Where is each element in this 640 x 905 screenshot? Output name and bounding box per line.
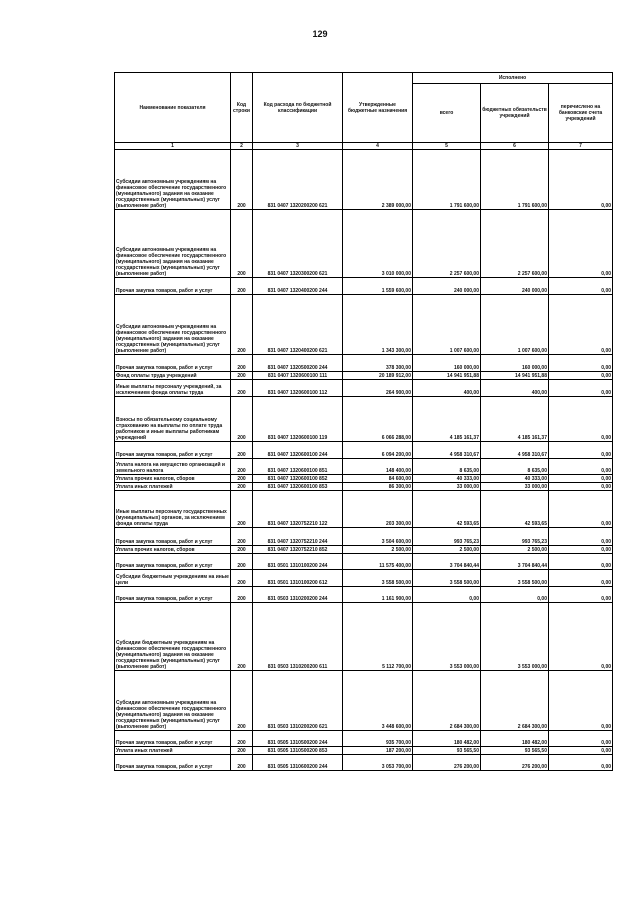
row-name: Субсидии автономным учреждениям на финансовое обеспечение государственного (муниципального) задания на оказание государственных (муниципальных) услуг (выполнение работ) [115, 150, 231, 210]
column-number: 4 [343, 143, 413, 150]
row-name: Прочая закупка товаров, работ и услуг [115, 278, 231, 295]
row-budget-obligations: 180 482,00 [481, 731, 549, 747]
row-approved: 203 300,00 [343, 491, 413, 528]
row-code: 200 [231, 755, 253, 771]
row-name: Прочая закупка товаров, работ и услуг [115, 442, 231, 459]
row-budget-obligations: 2 257 600,00 [481, 210, 549, 278]
column-number: 7 [549, 143, 613, 150]
row-total: 8 635,00 [413, 459, 481, 475]
row-code: 200 [231, 295, 253, 355]
row-total: 180 482,00 [413, 731, 481, 747]
row-code: 200 [231, 671, 253, 731]
row-total: 3 558 500,00 [413, 570, 481, 587]
row-name: Иные выплаты персоналу учреждений, за исключением фонда оплаты труда [115, 380, 231, 397]
header-total: всего [413, 84, 481, 143]
row-budget-obligations: 8 635,00 [481, 459, 549, 475]
row-name: Уплата иных платежей [115, 747, 231, 755]
row-budget-obligations: 93 565,50 [481, 747, 549, 755]
page-number: 129 [312, 29, 328, 39]
table-row [115, 442, 613, 459]
row-budget-obligations: 400,00 [481, 380, 549, 397]
row-bank-transfer: 0,00 [549, 570, 613, 587]
row-code: 200 [231, 554, 253, 570]
row-name: Прочая закупка товаров, работ и услуг [115, 755, 231, 771]
row-code: 200 [231, 603, 253, 671]
row-bank-transfer: 0,00 [549, 747, 613, 755]
table-row [115, 603, 613, 671]
row-approved: 935 700,00 [343, 731, 413, 747]
row-code: 200 [231, 355, 253, 372]
row-kbk: 831 0501 1310100200 612 [253, 570, 343, 587]
row-total: 33 000,00 [413, 483, 481, 491]
table-row [115, 397, 613, 442]
row-code: 200 [231, 528, 253, 546]
row-budget-obligations: 276 200,00 [481, 755, 549, 771]
row-bank-transfer: 0,00 [549, 295, 613, 355]
row-code: 200 [231, 570, 253, 587]
row-approved: 3 010 000,00 [343, 210, 413, 278]
row-total: 2 684 300,00 [413, 671, 481, 731]
row-bank-transfer: 0,00 [549, 491, 613, 528]
row-budget-obligations: 2 684 300,00 [481, 671, 549, 731]
row-budget-obligations: 993 765,23 [481, 528, 549, 546]
row-kbk: 831 0407 1320500200 244 [253, 355, 343, 372]
row-budget-obligations: 0,00 [481, 587, 549, 603]
row-code: 200 [231, 442, 253, 459]
row-budget-obligations: 4 185 161,37 [481, 397, 549, 442]
row-kbk: 831 0407 1320300200 621 [253, 210, 343, 278]
row-approved: 5 112 700,00 [343, 603, 413, 671]
row-budget-obligations: 3 704 840,44 [481, 554, 549, 570]
row-approved: 1 161 900,00 [343, 587, 413, 603]
row-bank-transfer: 0,00 [549, 372, 613, 380]
row-code: 200 [231, 397, 253, 442]
row-name: Уплата прочих налогов, сборов [115, 546, 231, 554]
header-bank-accounts: перечислено на банковские счета учреждений [549, 84, 613, 143]
table-row [115, 355, 613, 372]
column-number: 6 [481, 143, 549, 150]
row-approved: 2 500,00 [343, 546, 413, 554]
row-bank-transfer: 0,00 [549, 210, 613, 278]
row-approved: 3 448 600,00 [343, 671, 413, 731]
row-name: Иные выплаты персоналу государственных (муниципальных) органов, за исключением фонда оплаты труда [115, 491, 231, 528]
table-row [115, 483, 613, 491]
row-code: 200 [231, 210, 253, 278]
row-total: 160 000,00 [413, 355, 481, 372]
row-kbk: 831 0505 1310600200 244 [253, 755, 343, 771]
row-bank-transfer: 0,00 [549, 442, 613, 459]
row-bank-transfer: 0,00 [549, 475, 613, 483]
row-total: 93 565,50 [413, 747, 481, 755]
row-approved: 6 066 288,00 [343, 397, 413, 442]
row-total: 1 007 600,00 [413, 295, 481, 355]
row-bank-transfer: 0,00 [549, 150, 613, 210]
row-total: 993 765,23 [413, 528, 481, 546]
row-code: 200 [231, 475, 253, 483]
column-number: 1 [115, 143, 231, 150]
row-total: 3 553 000,00 [413, 603, 481, 671]
table-row [115, 475, 613, 483]
row-kbk: 831 0407 1320600100 244 [253, 442, 343, 459]
row-total: 4 958 310,67 [413, 442, 481, 459]
row-total: 40 333,00 [413, 475, 481, 483]
row-approved: 264 900,00 [343, 380, 413, 397]
row-name: Субсидии автономным учреждениям на финансовое обеспечение государственного (муниципального) задания на оказание государственных (муниципальных) услуг (выполнение работ) [115, 671, 231, 731]
row-name: Прочая закупка товаров, работ и услуг [115, 528, 231, 546]
table-row [115, 570, 613, 587]
row-budget-obligations: 240 000,00 [481, 278, 549, 295]
row-bank-transfer: 0,00 [549, 554, 613, 570]
row-bank-transfer: 0,00 [549, 459, 613, 475]
row-name: Прочая закупка товаров, работ и услуг [115, 355, 231, 372]
row-kbk: 831 0407 1320200200 621 [253, 150, 343, 210]
row-total: 240 000,00 [413, 278, 481, 295]
row-approved: 1 343 300,00 [343, 295, 413, 355]
row-total: 3 704 840,44 [413, 554, 481, 570]
row-kbk: 831 0407 1320400200 621 [253, 295, 343, 355]
table-row [115, 295, 613, 355]
column-number: 5 [413, 143, 481, 150]
row-name: Субсидии автономным учреждениям на финансовое обеспечение государственного (муниципального) задания на оказание государственных (муниципальных) услуг (выполнение работ) [115, 295, 231, 355]
table-row [115, 210, 613, 278]
row-bank-transfer: 0,00 [549, 278, 613, 295]
row-kbk: 831 0407 1320752210 244 [253, 528, 343, 546]
row-approved: 2 389 000,00 [343, 150, 413, 210]
row-approved: 3 504 600,00 [343, 528, 413, 546]
row-code: 200 [231, 731, 253, 747]
row-kbk: 831 0407 1320752210 852 [253, 546, 343, 554]
row-kbk: 831 0503 1310200200 611 [253, 603, 343, 671]
row-name: Прочая закупка товаров, работ и услуг [115, 587, 231, 603]
row-kbk: 831 0505 1310500200 853 [253, 747, 343, 755]
row-approved: 1 559 600,00 [343, 278, 413, 295]
row-kbk: 831 0407 1320600100 111 [253, 372, 343, 380]
row-total: 1 791 600,00 [413, 150, 481, 210]
row-kbk: 831 0407 1320600100 119 [253, 397, 343, 442]
row-bank-transfer: 0,00 [549, 355, 613, 372]
row-name: Уплата прочих налогов, сборов [115, 475, 231, 483]
table-row [115, 150, 613, 210]
row-approved: 3 053 700,00 [343, 755, 413, 771]
row-name: Прочая закупка товаров, работ и услуг [115, 554, 231, 570]
row-approved: 86 300,00 [343, 483, 413, 491]
row-kbk: 831 0503 1310200200 621 [253, 671, 343, 731]
row-bank-transfer: 0,00 [549, 380, 613, 397]
row-total: 0,00 [413, 587, 481, 603]
row-kbk: 831 0407 1320600100 852 [253, 475, 343, 483]
table-row [115, 554, 613, 570]
row-total: 42 593,65 [413, 491, 481, 528]
row-budget-obligations: 2 500,00 [481, 546, 549, 554]
row-total: 2 257 600,00 [413, 210, 481, 278]
row-name: Фонд оплаты труда учреждений [115, 372, 231, 380]
row-bank-transfer: 0,00 [549, 483, 613, 491]
column-number: 3 [253, 143, 343, 150]
table-row [115, 380, 613, 397]
column-numbers-row [115, 143, 613, 150]
row-name: Взносы по обязательному социальному страхованию на выплаты по оплате труда работников и иные выплаты работникам учреждений [115, 397, 231, 442]
row-budget-obligations: 160 000,00 [481, 355, 549, 372]
row-budget-obligations: 1 007 600,00 [481, 295, 549, 355]
row-bank-transfer: 0,00 [549, 528, 613, 546]
row-total: 2 500,00 [413, 546, 481, 554]
row-budget-obligations: 3 553 000,00 [481, 603, 549, 671]
row-code: 200 [231, 747, 253, 755]
row-approved: 187 200,00 [343, 747, 413, 755]
row-bank-transfer: 0,00 [549, 755, 613, 771]
row-kbk: 831 0407 1320600100 112 [253, 380, 343, 397]
row-code: 200 [231, 483, 253, 491]
row-code: 200 [231, 546, 253, 554]
row-code: 200 [231, 459, 253, 475]
table-row [115, 528, 613, 546]
row-total: 276 200,00 [413, 755, 481, 771]
row-code: 200 [231, 587, 253, 603]
row-approved: 6 094 200,00 [343, 442, 413, 459]
row-code: 200 [231, 150, 253, 210]
budget-execution-table [114, 72, 613, 771]
row-bank-transfer: 0,00 [549, 546, 613, 554]
table-row [115, 491, 613, 528]
table-row [115, 546, 613, 554]
table-row [115, 372, 613, 380]
row-kbk: 831 0407 1320400200 244 [253, 278, 343, 295]
table-row [115, 747, 613, 755]
row-total: 400,00 [413, 380, 481, 397]
row-kbk: 831 0501 1310100200 244 [253, 554, 343, 570]
row-code: 200 [231, 491, 253, 528]
column-number: 2 [231, 143, 253, 150]
row-budget-obligations: 4 958 310,67 [481, 442, 549, 459]
row-bank-transfer: 0,00 [549, 603, 613, 671]
table-row [115, 731, 613, 747]
row-name: Уплата иных платежей [115, 483, 231, 491]
row-budget-obligations: 3 558 500,00 [481, 570, 549, 587]
row-name: Субсидии бюджетным учреждениям на финансовое обеспечение государственного (муниципального) задания на оказание государственных (муниципальных) услуг (выполнение работ) [115, 603, 231, 671]
row-kbk: 831 0407 1320600100 853 [253, 483, 343, 491]
row-total: 4 185 161,37 [413, 397, 481, 442]
row-budget-obligations: 42 593,65 [481, 491, 549, 528]
table-row [115, 587, 613, 603]
row-budget-obligations: 33 000,00 [481, 483, 549, 491]
row-approved: 20 189 912,00 [343, 372, 413, 380]
header-approved: Утвержденные бюджетные назначения [343, 73, 413, 143]
header-execution: Исполнено [413, 73, 613, 84]
row-name: Субсидии бюджетным учреждениям на иные цели [115, 570, 231, 587]
row-code: 200 [231, 372, 253, 380]
row-budget-obligations: 40 333,00 [481, 475, 549, 483]
header-budget-institutions: бюджетных обязательств учреждений [481, 84, 549, 143]
table-row [115, 671, 613, 731]
row-budget-obligations: 1 791 600,00 [481, 150, 549, 210]
row-approved: 11 575 400,00 [343, 554, 413, 570]
row-kbk: 831 0407 1320752210 122 [253, 491, 343, 528]
row-kbk: 831 0505 1310500200 244 [253, 731, 343, 747]
row-code: 200 [231, 380, 253, 397]
table-row [115, 755, 613, 771]
row-name: Субсидии автономным учреждениям на финансовое обеспечение государственного (муниципального) задания на оказание государственных (муниципальных) услуг (выполнение работ) [115, 210, 231, 278]
row-bank-transfer: 0,00 [549, 731, 613, 747]
row-name: Прочая закупка товаров, работ и услуг [115, 731, 231, 747]
header-row-code: Код строки [231, 73, 253, 143]
table-row [115, 278, 613, 295]
row-approved: 378 300,00 [343, 355, 413, 372]
row-total: 14 941 951,88 [413, 372, 481, 380]
row-bank-transfer: 0,00 [549, 587, 613, 603]
row-bank-transfer: 0,00 [549, 397, 613, 442]
row-kbk: 831 0503 1310200200 244 [253, 587, 343, 603]
row-bank-transfer: 0,00 [549, 671, 613, 731]
row-code: 200 [231, 278, 253, 295]
row-name: Уплата налога на имущество организаций и земельного налога [115, 459, 231, 475]
header-name: Наименование показателя [115, 73, 231, 143]
table-row [115, 459, 613, 475]
row-approved: 3 558 500,00 [343, 570, 413, 587]
header-kbk: Код расхода по бюджетной классификации [253, 73, 343, 143]
row-kbk: 831 0407 1320600100 851 [253, 459, 343, 475]
row-approved: 84 600,00 [343, 475, 413, 483]
row-approved: 148 400,00 [343, 459, 413, 475]
row-budget-obligations: 14 941 951,88 [481, 372, 549, 380]
